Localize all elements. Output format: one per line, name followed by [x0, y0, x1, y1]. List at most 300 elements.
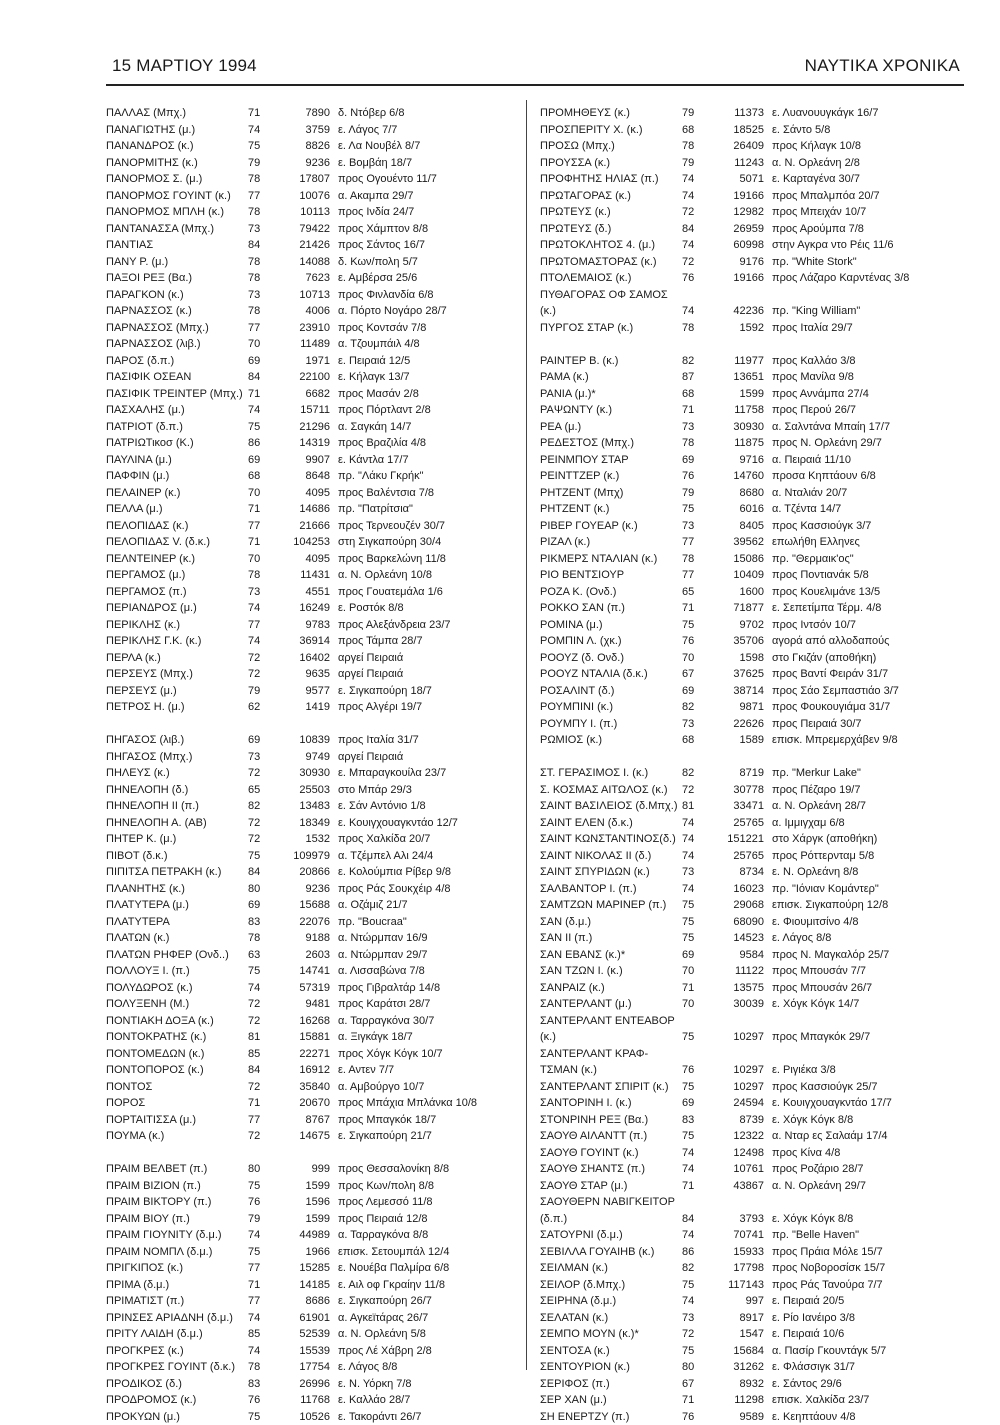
vessel-status: α. Ντώρμπαν 29/7: [338, 947, 428, 964]
vessel-row: [540, 221, 955, 238]
build-year: 70: [248, 485, 260, 502]
build-year: 79: [682, 155, 694, 172]
vessel-row: [106, 138, 521, 155]
tonnage: 15711: [272, 402, 330, 419]
vessel-name: (κ.): [540, 1029, 556, 1046]
vessel-row: [106, 1359, 521, 1376]
build-year: 84: [682, 1211, 694, 1228]
build-year: 75: [682, 617, 694, 634]
build-year: 68: [248, 468, 260, 485]
vessel-status: ε. Κήλαγκ 13/7: [338, 369, 410, 386]
vessel-name: ΡΟΜΠΙΝ Λ. (χκ.): [540, 633, 622, 650]
vessel-row: [540, 1013, 955, 1030]
build-year: 78: [248, 1359, 260, 1376]
vessel-name: ΠΟΝΤΟΣ: [106, 1079, 152, 1096]
build-year: 73: [248, 287, 260, 304]
vessel-row: [540, 848, 955, 865]
vessel-name: ΡΕΙΝΜΠΟΥ ΣΤΑΡ: [540, 452, 629, 469]
vessel-name: ΣΕΝΤΟΥΡΙΟΝ (κ.): [540, 1359, 630, 1376]
vessel-status: ε. Λάγος 8/8: [772, 930, 831, 947]
tonnage: 12322: [706, 1128, 764, 1145]
vessel-status: ε. Σάντος 29/6: [772, 1376, 842, 1393]
build-year: 76: [248, 1392, 260, 1409]
vessel-status: στο Γκιζάν (αποθήκη): [772, 650, 876, 667]
vessel-row: [106, 1277, 521, 1294]
tonnage: 10076: [272, 188, 330, 205]
vessel-status: α. Ν. Ορλεάνη 5/8: [338, 1326, 426, 1343]
tonnage: 57319: [272, 980, 330, 997]
tonnage: 8917: [706, 1310, 764, 1327]
vessel-row: [106, 501, 521, 518]
tonnage: 36914: [272, 633, 330, 650]
tonnage: 37625: [706, 666, 764, 683]
vessel-status: προς Μπάχια Μπλάνκα 10/8: [338, 1095, 477, 1112]
vessel-status: ε. Σάντο 5/8: [772, 122, 830, 139]
build-year: 68: [682, 122, 694, 139]
tonnage: 14675: [272, 1128, 330, 1145]
vessel-row: [106, 699, 521, 716]
vessel-status: προς Μπαγκόκ 18/7: [338, 1112, 436, 1129]
vessel-name: ΣΑΛΒΑΝΤΟΡ Ι. (π.): [540, 881, 637, 898]
vessel-row: [106, 188, 521, 205]
tonnage: 35706: [706, 633, 764, 650]
vessel-status: α. Ιμμιγχαμ 6/8: [772, 815, 845, 832]
vessel-status: προς Ογουέντο 11/7: [338, 171, 437, 188]
build-year: 72: [248, 1013, 260, 1030]
tonnage: 9589: [706, 1409, 764, 1425]
vessel-status: προς Βαντί Φειράν 31/7: [772, 666, 888, 683]
tonnage: 3793: [706, 1211, 764, 1228]
tonnage: 21666: [272, 518, 330, 535]
build-year: 74: [248, 600, 260, 617]
build-year: 75: [682, 1343, 694, 1360]
build-year: 71: [682, 980, 694, 997]
build-year: 75: [682, 897, 694, 914]
vessel-status: αργεί Πειραιά: [338, 650, 403, 667]
vessel-row: [540, 320, 955, 337]
tonnage: 10113: [272, 204, 330, 221]
vessel-status: προς Ιταλία 29/7: [772, 320, 853, 337]
build-year: 77: [682, 567, 694, 584]
build-year: 74: [682, 171, 694, 188]
tonnage: 9584: [706, 947, 764, 964]
build-year: 76: [682, 633, 694, 650]
build-year: 77: [248, 188, 260, 205]
vessel-status: ε. Κάντλα 17/7: [338, 452, 409, 469]
vessel-name: ΠΡΩΤΕΥΣ (κ.): [540, 204, 611, 221]
tonnage: 1599: [706, 386, 764, 403]
vessel-status: προς Τάμπα 28/7: [338, 633, 423, 650]
build-year: 79: [248, 683, 260, 700]
build-year: 73: [682, 518, 694, 535]
vessel-name: ΣΕΜΠΟ ΜΟΥΝ (κ.)*: [540, 1326, 639, 1343]
tonnage: 38714: [706, 683, 764, 700]
tonnage: 13651: [706, 369, 764, 386]
vessel-status: ε. Αιλ οφ Γκραίην 11/8: [338, 1277, 445, 1294]
vessel-row: [106, 452, 521, 469]
vessel-name: ΠΡΟΔΡΟΜΟΣ (κ.): [106, 1392, 196, 1409]
vessel-name: ΡΟΖΑ Κ. (Ονδ.): [540, 584, 616, 601]
tonnage: 42236: [706, 303, 764, 320]
vessel-status: προς Ράς Σουκχέιρ 4/8: [338, 881, 451, 898]
build-year: 84: [682, 221, 694, 238]
build-year: 62: [248, 699, 260, 716]
vessel-row: [540, 1112, 955, 1129]
tonnage: 26996: [272, 1376, 330, 1393]
tonnage: 13575: [706, 980, 764, 997]
build-year: 69: [682, 947, 694, 964]
vessel-status: α. Πασίρ Γκουντάγκ 5/7: [772, 1343, 886, 1360]
vessel-row: [106, 353, 521, 370]
build-year: 84: [248, 864, 260, 881]
build-year: 74: [682, 1227, 694, 1244]
tonnage: 10297: [706, 1029, 764, 1046]
vessel-row: [106, 171, 521, 188]
vessel-row: [540, 386, 955, 403]
vessel-name: ΠΡΙΓΚΙΠΟΣ (κ.): [106, 1260, 183, 1277]
vessel-row: [106, 881, 521, 898]
tonnage: 14686: [272, 501, 330, 518]
vessel-status: προς Ν. Μαγκαλόρ 25/7: [772, 947, 889, 964]
vessel-name: ΠΛΑΤΥΤΕΡΑ: [106, 914, 170, 931]
build-year: 73: [248, 749, 260, 766]
build-year: 74: [682, 831, 694, 848]
vessel-status: προς Περού 26/7: [772, 402, 856, 419]
vessel-status: επισκ. Μπρεμερχάβεν 9/8: [772, 732, 898, 749]
tonnage: 11875: [706, 435, 764, 452]
vessel-name: ΠΡΑΙΜ ΒΙΖΙΟΝ (π.): [106, 1178, 201, 1195]
vessel-row: [540, 270, 955, 287]
vessel-status: επισκ. Σιγκαπούρη 12/8: [772, 897, 888, 914]
vessel-row: [540, 419, 955, 436]
vessel-status: στο Χάργκ (αποθήκη): [772, 831, 877, 848]
vessel-row: [106, 584, 521, 601]
vessel-name: ΠΡΙΝΣΕΣ ΑΡΙΑΔΝΗ (δ.μ.): [106, 1310, 233, 1327]
build-year: 72: [682, 254, 694, 271]
vessel-row: [540, 897, 955, 914]
vessel-row: [540, 650, 955, 667]
tonnage: 10526: [272, 1409, 330, 1425]
tonnage: 2603: [272, 947, 330, 964]
vessel-status: πρ. "Belle Haven": [772, 1227, 859, 1244]
vessel-status: προς Κων/πολη 8/8: [338, 1178, 434, 1195]
vessel-row: [540, 1409, 955, 1425]
vessel-name: ΣΕΙΡΗΝΑ (δ.μ.): [540, 1293, 616, 1310]
build-year: 70: [682, 996, 694, 1013]
vessel-status: προς Αλεξάνδρεια 23/7: [338, 617, 451, 634]
build-year: 78: [682, 138, 694, 155]
vessel-row: [106, 105, 521, 122]
build-year: 74: [682, 303, 694, 320]
build-year: 69: [248, 897, 260, 914]
vessel-row: [106, 518, 521, 535]
vessel-name: ΣΤ. ΓΕΡΑΣΙΜΟΣ Ι. (κ.): [540, 765, 648, 782]
build-year: 69: [682, 452, 694, 469]
vessel-name: ΠΕΡΛΑ (κ.): [106, 650, 161, 667]
tonnage: 31262: [706, 1359, 764, 1376]
vessel-status: ε. Καλλάο 28/7: [338, 1392, 410, 1409]
vessel-name: ΠΑΤΡΙΟΤ (δ.π.): [106, 419, 183, 436]
build-year: 77: [682, 534, 694, 551]
vessel-row: [540, 1029, 955, 1046]
tonnage: 16023: [706, 881, 764, 898]
tonnage: 11977: [706, 353, 764, 370]
build-year: 74: [248, 402, 260, 419]
vessel-name: ΠΟΡΤΑΙΤΙΣΣΑ (μ.): [106, 1112, 196, 1129]
vessel-status: προς Βαλέντσια 7/8: [338, 485, 434, 502]
build-year: 75: [682, 930, 694, 947]
vessel-status: ε. Λυανουυγκάγκ 16/7: [772, 105, 878, 122]
vessel-status: επισκ. Σετουμπάλ 12/4: [338, 1244, 449, 1261]
vessel-status: ε. Κολούμπια Ρίβερ 9/8: [338, 864, 451, 881]
vessel-status: ε. Ροστόκ 8/8: [338, 600, 404, 617]
vessel-status: α. Πόρτο Νογάρο 28/7: [338, 303, 447, 320]
vessel-status: ε. Λάγος 7/7: [338, 122, 397, 139]
tonnage: 8686: [272, 1293, 330, 1310]
vessel-row: [540, 287, 955, 304]
vessel-status: προς Αρούμπα 7/8: [772, 221, 864, 238]
vessel-status: α. Ταρραγκόνα 8/8: [338, 1227, 428, 1244]
vessel-name: ΣΑΙΝΤ ΣΠΥΡΙΔΩΝ (κ.): [540, 864, 650, 881]
tonnage: 109979: [272, 848, 330, 865]
tonnage: 17798: [706, 1260, 764, 1277]
vessel-name: ΣΑΝ ΕΒΑΝΣ (κ.)*: [540, 947, 625, 964]
vessel-row: [106, 1260, 521, 1277]
vessel-status: ε. Κεηπτάουν 4/8: [772, 1409, 856, 1425]
vessel-name: ΠΡΟΓΚΡΕΣ ΓΟΥΙΝΤ (δ.κ.): [106, 1359, 235, 1376]
vessel-name: ΠΕΡΓΑΜΟΣ (π.): [106, 584, 187, 601]
tonnage: 8767: [272, 1112, 330, 1129]
vessel-row: [540, 567, 955, 584]
build-year: 74: [248, 122, 260, 139]
vessel-row: [540, 782, 955, 799]
vessel-status: α. Ν. Ορλεάνη 10/8: [338, 567, 432, 584]
build-year: 75: [248, 848, 260, 865]
build-year: 75: [248, 1178, 260, 1195]
vessel-row: [540, 534, 955, 551]
vessel-status: α. Αγκεϊτάρας 26/7: [338, 1310, 428, 1327]
tonnage: 16402: [272, 650, 330, 667]
vessel-row: [106, 320, 521, 337]
vessel-status: προς Σάο Σεμπαστιάο 3/7: [772, 683, 899, 700]
tonnage: 20670: [272, 1095, 330, 1112]
vessel-name: ΡΑΝΙΑ (μ.)*: [540, 386, 596, 403]
vessel-name: ΡΙΚΜΕΡΣ ΝΤΑΛΙΑΝ (κ.): [540, 551, 657, 568]
tonnage: 151221: [706, 831, 764, 848]
build-year: 71: [248, 1277, 260, 1294]
vessel-name: ΠΗΤΕΡ Κ. (μ.): [106, 831, 176, 848]
vessel-row: [540, 188, 955, 205]
tonnage: 15285: [272, 1260, 330, 1277]
vessel-row: [540, 1062, 955, 1079]
vessel-status: προς Ινδία 24/7: [338, 204, 414, 221]
vessel-status: προς Κοντσάν 7/8: [338, 320, 426, 337]
vessel-name: ΣΑΙΝΤ ΝΙΚΟΛΑΣ II (δ.): [540, 848, 651, 865]
vessel-name: ΠΡΑΙΜ ΓΙΟΥΝΙΤΥ (δ.μ.): [106, 1227, 222, 1244]
build-year: 77: [248, 1260, 260, 1277]
vessel-name: ΠΡΟΓΚΡΕΣ (κ.): [106, 1343, 184, 1360]
vessel-name: ΠΛΑΤΥΤΕΡΑ (μ.): [106, 897, 189, 914]
vessel-row: [540, 105, 955, 122]
vessel-name: ΠΡΑΙΜ ΒΙΟΥ (π.): [106, 1211, 190, 1228]
vessel-status: ε. Σιγκαπούρη 26/7: [338, 1293, 432, 1310]
tonnage: 117143: [706, 1277, 764, 1294]
build-year: 63: [248, 947, 260, 964]
build-year: 78: [248, 171, 260, 188]
vessel-status: επισκ. Χαλκίδα 23/7: [772, 1392, 869, 1409]
vessel-row: [106, 980, 521, 997]
vessel-status: προς Ράς Τανούρα 7/7: [772, 1277, 883, 1294]
vessel-row: [106, 963, 521, 980]
build-year: 73: [248, 221, 260, 238]
vessel-status: πρ. "Boucraa": [338, 914, 407, 931]
vessel-row: [540, 765, 955, 782]
tonnage: 23910: [272, 320, 330, 337]
vessel-status: ε. Σιγκαπούρη 18/7: [338, 683, 432, 700]
vessel-status: α. Οζάμιζ 21/7: [338, 897, 408, 914]
tonnage: 35840: [272, 1079, 330, 1096]
tonnage: 30930: [706, 419, 764, 436]
vessel-name: ΣΑΤΟΥΡΝΙ (δ.μ.): [540, 1227, 623, 1244]
vessel-row: [540, 699, 955, 716]
vessel-status: προς Πειραιά 12/8: [338, 1211, 428, 1228]
tonnage: 10839: [272, 732, 330, 749]
vessel-status: προς Μασάν 2/8: [338, 386, 419, 403]
build-year: 85: [248, 1046, 260, 1063]
vessel-name: ΡΙΒΕΡ ΓΟΥΕΑΡ (κ.): [540, 518, 638, 535]
tonnage: 22271: [272, 1046, 330, 1063]
tonnage: 10761: [706, 1161, 764, 1178]
tonnage: 8648: [272, 468, 330, 485]
vessel-name: ΣΕΡ ΧΑΝ (μ.): [540, 1392, 607, 1409]
tonnage: 9702: [706, 617, 764, 634]
vessel-name: ΣΗ ΕΝΕΡΤΖΥ (π.): [540, 1409, 629, 1425]
vessel-name: ΣΑΟΥΘΕΡΝ ΝΑΒΙΓΚΕΙΤΟΡ: [540, 1194, 675, 1211]
build-year: 77: [248, 518, 260, 535]
tonnage: 7623: [272, 270, 330, 287]
vessel-status: α. Αμβούργο 10/7: [338, 1079, 424, 1096]
build-year: 76: [682, 1062, 694, 1079]
build-year: 78: [248, 567, 260, 584]
vessel-name: ΠΙΠΙΤΣΑ ΠΕΤΡΑΚΗ (κ.): [106, 864, 221, 881]
vessel-row: [106, 270, 521, 287]
vessel-row: [106, 534, 521, 551]
vessel-row: [540, 171, 955, 188]
tonnage: 9188: [272, 930, 330, 947]
vessel-row: [540, 1178, 955, 1195]
vessel-name: ΡΟΟΥΖ ΝΤΑΛΙΑ (δ.κ.): [540, 666, 648, 683]
build-year: 71: [248, 386, 260, 403]
vessel-status: α. Σαλντάνα Μπαίη 17/7: [772, 419, 890, 436]
vessel-name: ΣΕΒΙΛΛΑ ΓΟΥΑΙΗΒ (κ.): [540, 1244, 654, 1261]
vessel-status: α. Πειραιά 11/10: [772, 452, 851, 469]
vessel-status: προς Πόρτλαντ 2/8: [338, 402, 431, 419]
vessel-name: ΣΑΝΤΕΡΛΑΝΤ ΚΡΑΦ-: [540, 1046, 648, 1063]
vessel-row: [106, 1227, 521, 1244]
vessel-status: προσα Κηπτάουν 6/8: [772, 468, 876, 485]
page-header: [112, 56, 960, 86]
build-year: 75: [682, 1029, 694, 1046]
vessel-status: ε. Πειραιά 10/6: [772, 1326, 844, 1343]
vessel-status: προς Λάζαρο Καρντένας 3/8: [772, 270, 909, 287]
build-year: 65: [682, 584, 694, 601]
vessel-name: ΡΟΚΚΟ ΣΑΝ (π.): [540, 600, 625, 617]
vessel-status: ε. Χόγκ Κόγκ 8/8: [772, 1112, 853, 1129]
vessel-name: ΠΕΛΛΑ (μ.): [106, 501, 162, 518]
tonnage: 25765: [706, 815, 764, 832]
vessel-status: προς Μπαγκόκ 29/7: [772, 1029, 870, 1046]
tonnage: 1589: [706, 732, 764, 749]
build-year: 72: [248, 666, 260, 683]
tonnage: 1532: [272, 831, 330, 848]
vessel-status: προς Κήλαγκ 10/8: [772, 138, 861, 155]
build-year: 77: [248, 617, 260, 634]
build-year: 71: [682, 1392, 694, 1409]
vessel-row: [106, 683, 521, 700]
build-year: 77: [248, 1112, 260, 1129]
build-year: 78: [248, 254, 260, 271]
tonnage: 1592: [706, 320, 764, 337]
vessel-name: ΡΙΟ ΒΕΝΤΣΙΟΥΡ: [540, 567, 624, 584]
vessel-name: ΠΗΛΕΥΣ (κ.): [106, 765, 170, 782]
vessel-name: ΠΑΝΟΡΜΙΤΗΣ (κ.): [106, 155, 198, 172]
vessel-status: α. Τζέμπελ Αλι 24/4: [338, 848, 433, 865]
vessel-row: [106, 1161, 521, 1178]
vessel-row: [106, 1046, 521, 1063]
vessel-status: επωλήθη Ελληνες: [772, 534, 860, 551]
tonnage: 52539: [272, 1326, 330, 1343]
vessel-row: [540, 996, 955, 1013]
vessel-row: [540, 815, 955, 832]
tonnage: 5071: [706, 171, 764, 188]
vessel-name: ΠΟΝΤΙΑΚΗ ΔΟΞΑ (κ.): [106, 1013, 214, 1030]
build-year: 72: [682, 204, 694, 221]
tonnage: 4006: [272, 303, 330, 320]
vessel-row: [540, 947, 955, 964]
build-year: 74: [682, 188, 694, 205]
vessel-status: ε. Καρταγένα 30/7: [772, 171, 860, 188]
vessel-row: [540, 1128, 955, 1145]
vessel-status: α. Σαγκάη 14/7: [338, 419, 411, 436]
vessel-name: ΣΑΝ ΤΖΩΝ Ι. (κ.): [540, 963, 623, 980]
vessel-row: [106, 749, 521, 766]
vessel-name: ΠΛΑΤΩΝ ΡΗΦΕΡ (Ονδ..): [106, 947, 229, 964]
vessel-name: ΠΗΓΑΣΟΣ (Μπχ.): [106, 749, 192, 766]
vessel-row: [106, 1178, 521, 1195]
vessel-row: [540, 1392, 955, 1409]
tonnage: 18525: [706, 122, 764, 139]
vessel-status: προς Χάμπτον 8/8: [338, 221, 428, 238]
vessel-name: ΠΑΞΟΙ ΡΕΞ (Βα.): [106, 270, 192, 287]
vessel-name: ΠΛΑΝΗΤΗΣ (κ.): [106, 881, 185, 898]
vessel-name: ΠΡΙΜΑ (δ.μ.): [106, 1277, 169, 1294]
section-gap: [106, 1145, 521, 1162]
vessel-status: α. Νταλιάν 20/7: [772, 485, 847, 502]
vessel-status: α. Λισσαβώνα 7/8: [338, 963, 425, 980]
vessel-status: προς Ροζάριο 28/7: [772, 1161, 864, 1178]
vessel-row: [540, 485, 955, 502]
vessel-status: προς Γιβραλτάρ 14/8: [338, 980, 440, 997]
vessel-status: ε. Λα Νουβέλ 8/7: [338, 138, 420, 155]
publication-title: ΝΑΥΤΙΚΑ ΧΡΟΝΙΚΑ: [805, 56, 960, 76]
tonnage: 19166: [706, 270, 764, 287]
vessel-name: ΣΕΙΛΜΑΝ (κ.): [540, 1260, 608, 1277]
vessel-row: [106, 1409, 521, 1425]
vessel-status: πρ. "Merkur Lake": [772, 765, 861, 782]
vessel-row: [540, 1277, 955, 1294]
vessel-name: ΠΑΡΟΣ (δ.π.): [106, 353, 174, 370]
tonnage: 15688: [272, 897, 330, 914]
